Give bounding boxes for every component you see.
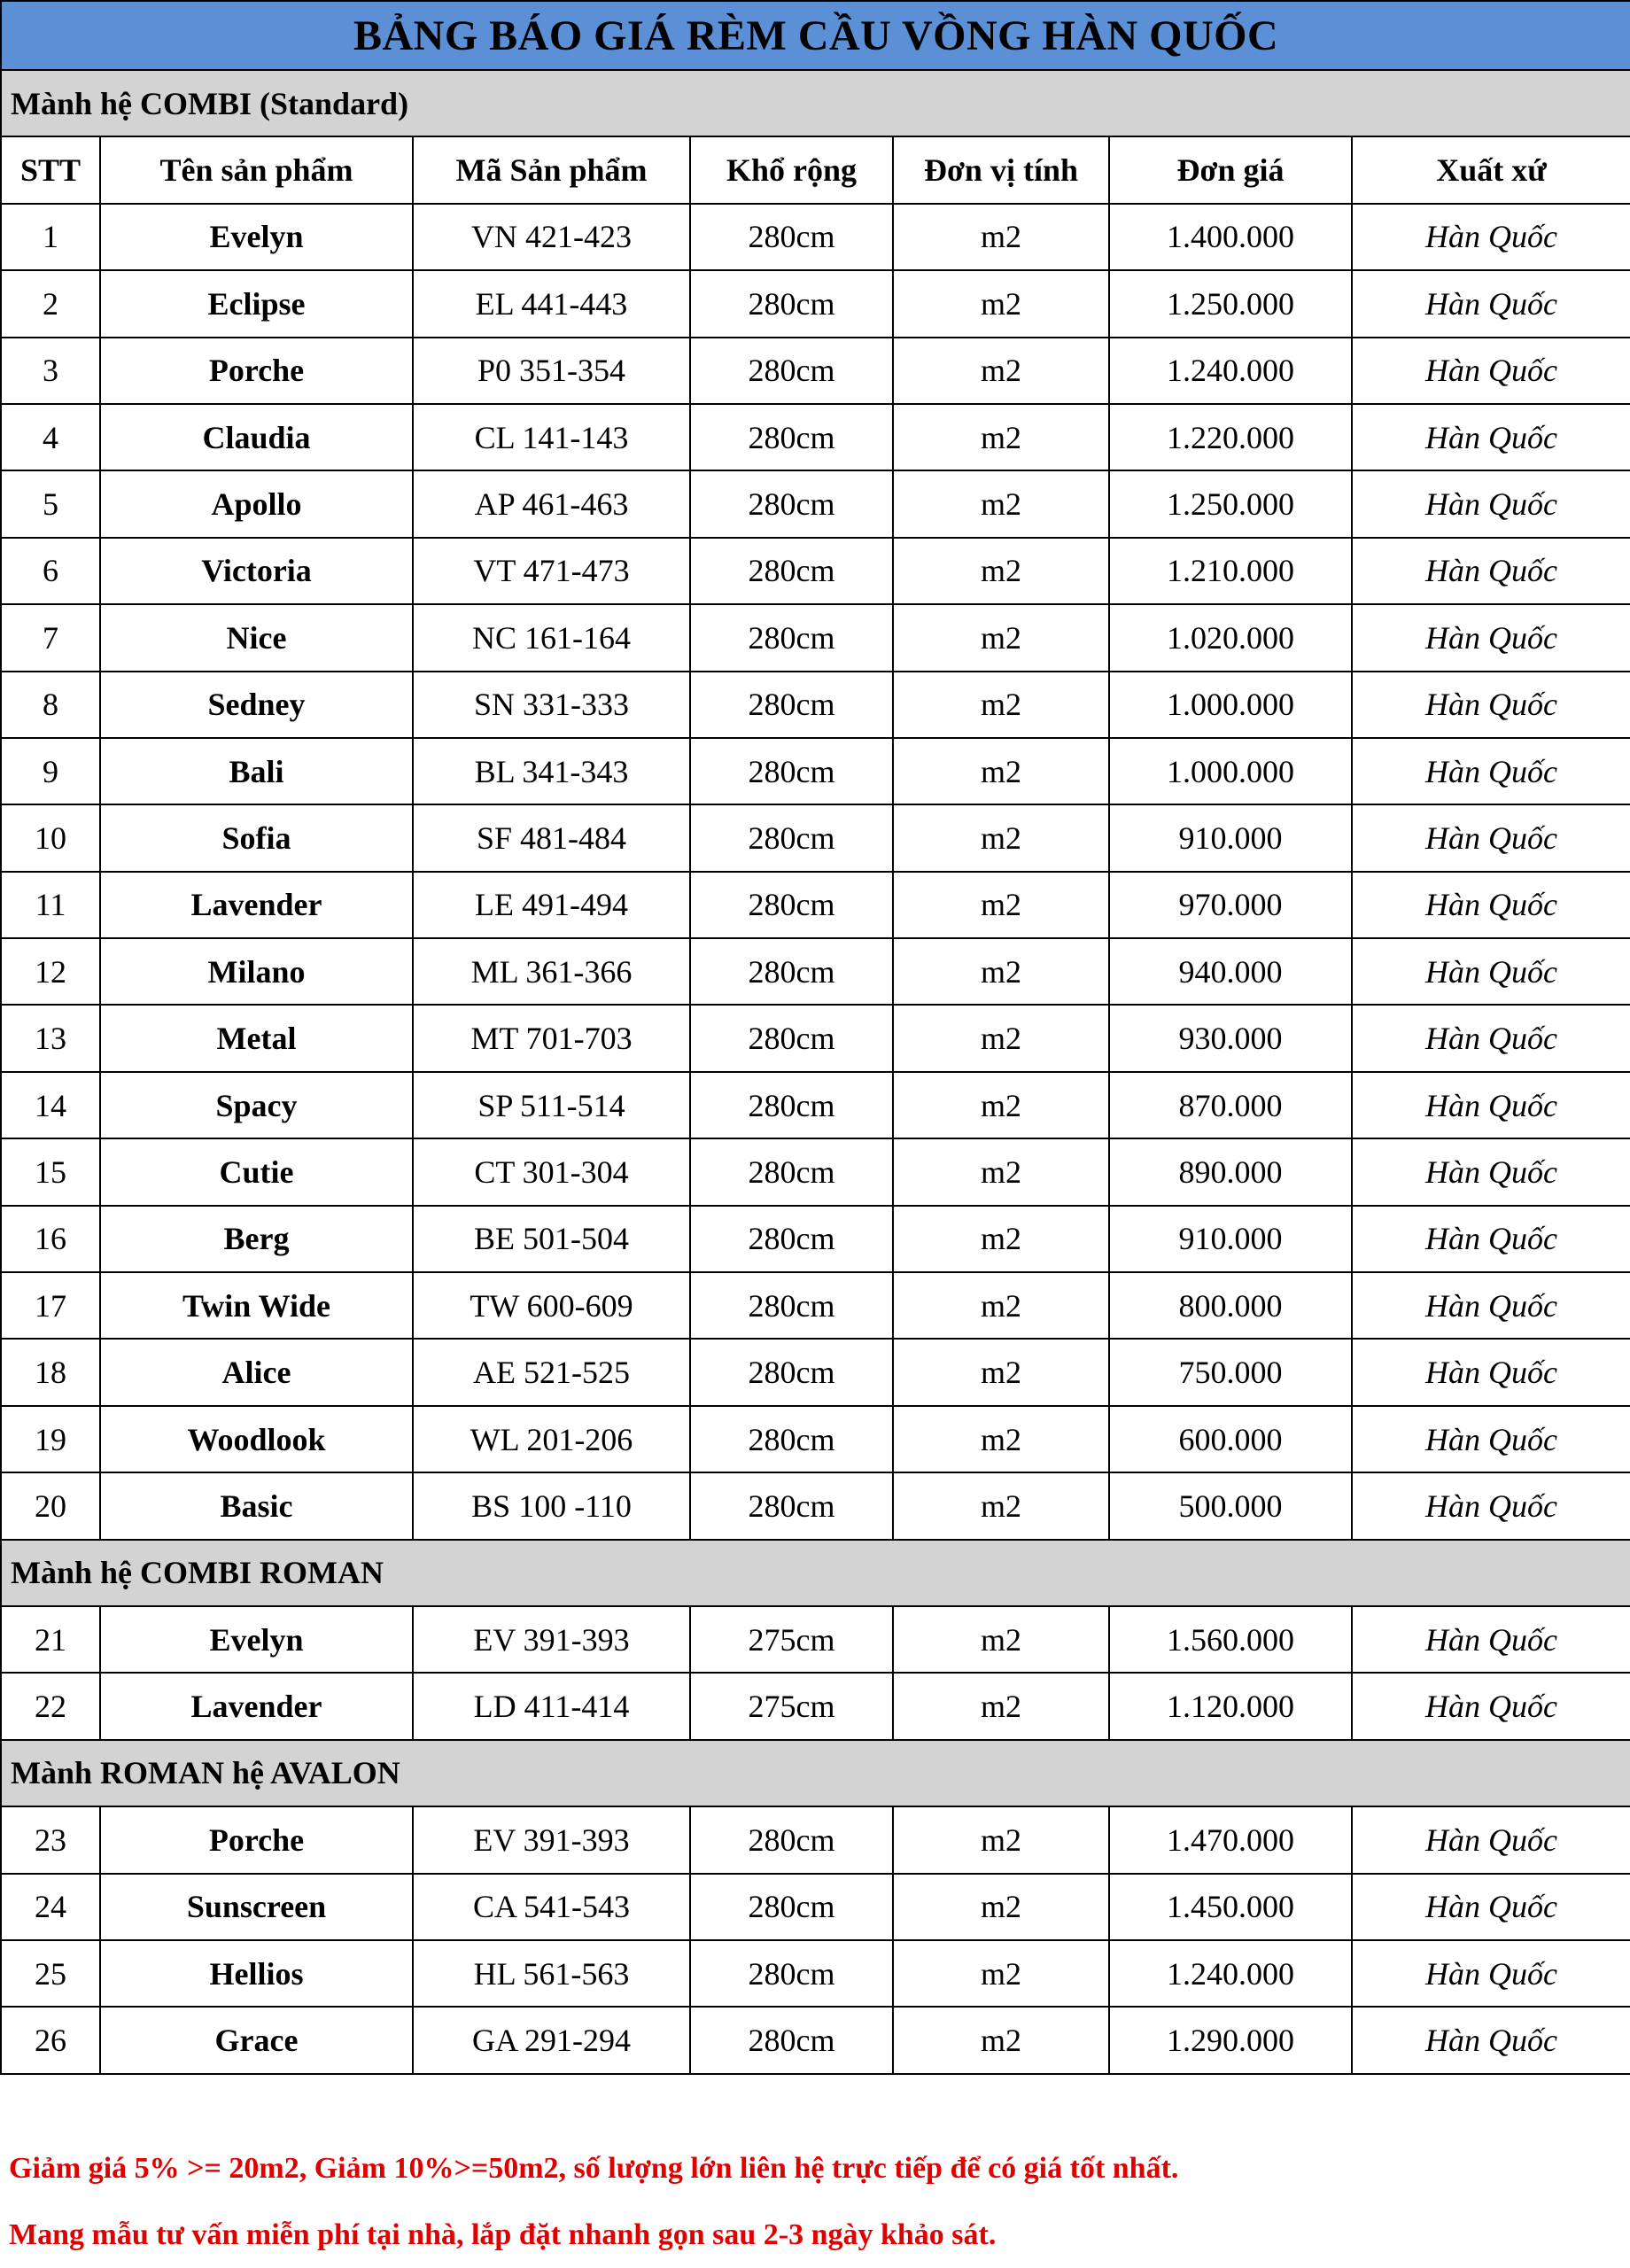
product-name-cell: Evelyn <box>100 1606 413 1673</box>
unit-cell: m2 <box>893 804 1109 871</box>
table-row <box>1 1005 1630 1071</box>
unit-cell: m2 <box>893 470 1109 537</box>
column-header: Xuất xứ <box>1352 136 1630 203</box>
width-cell: 280cm <box>690 470 893 537</box>
unit-cell: m2 <box>893 738 1109 804</box>
product-name-cell: Porche <box>100 338 413 404</box>
product-name-cell: Grace <box>100 2007 413 2073</box>
section-title: Mành ROMAN hệ AVALON <box>1 1740 1630 1806</box>
origin-cell: Hàn Quốc <box>1352 404 1630 470</box>
product-name-cell: Hellios <box>100 1940 413 2007</box>
product-name-cell: Metal <box>100 1005 413 1071</box>
table-row <box>1 1472 1630 1539</box>
product-name-cell: Basic <box>100 1472 413 1539</box>
table-row <box>1 338 1630 404</box>
width-cell: 280cm <box>690 1472 893 1539</box>
stt-cell: 8 <box>1 672 100 738</box>
table-row <box>1 1272 1630 1339</box>
price-cell: 750.000 <box>1109 1339 1352 1405</box>
product-code-cell: TW 600-609 <box>413 1272 690 1339</box>
product-code-cell: EL 441-443 <box>413 270 690 337</box>
unit-cell: m2 <box>893 404 1109 470</box>
stt-cell: 19 <box>1 1406 100 1472</box>
width-cell: 280cm <box>690 804 893 871</box>
origin-cell: Hàn Quốc <box>1352 1272 1630 1339</box>
price-cell: 1.250.000 <box>1109 470 1352 537</box>
width-cell: 280cm <box>690 1406 893 1472</box>
price-cell: 1.240.000 <box>1109 338 1352 404</box>
product-name-cell: Porche <box>100 1806 413 1873</box>
unit-cell: m2 <box>893 1472 1109 1539</box>
price-cell: 1.250.000 <box>1109 270 1352 337</box>
column-header-row <box>1 136 1630 203</box>
column-header: Đơn giá <box>1109 136 1352 203</box>
width-cell: 280cm <box>690 1206 893 1272</box>
price-cell: 1.020.000 <box>1109 604 1352 671</box>
origin-cell: Hàn Quốc <box>1352 204 1630 270</box>
product-name-cell: Evelyn <box>100 204 413 270</box>
column-header: Tên sản phẩm <box>100 136 413 203</box>
stt-cell: 4 <box>1 404 100 470</box>
stt-cell: 16 <box>1 1206 100 1272</box>
width-cell: 280cm <box>690 270 893 337</box>
width-cell: 275cm <box>690 1673 893 1739</box>
product-code-cell: MT 701-703 <box>413 1005 690 1071</box>
unit-cell: m2 <box>893 1138 1109 1205</box>
product-code-cell: P0 351-354 <box>413 338 690 404</box>
price-cell: 930.000 <box>1109 1005 1352 1071</box>
origin-cell: Hàn Quốc <box>1352 938 1630 1005</box>
product-code-cell: LE 491-494 <box>413 872 690 938</box>
price-cell: 890.000 <box>1109 1138 1352 1205</box>
table-row <box>1 604 1630 671</box>
unit-cell: m2 <box>893 938 1109 1005</box>
origin-cell: Hàn Quốc <box>1352 1606 1630 1673</box>
product-code-cell: AE 521-525 <box>413 1339 690 1405</box>
width-cell: 280cm <box>690 204 893 270</box>
price-cell: 1.000.000 <box>1109 738 1352 804</box>
origin-cell: Hàn Quốc <box>1352 1806 1630 1873</box>
width-cell: 280cm <box>690 1005 893 1071</box>
price-cell: 1.240.000 <box>1109 1940 1352 2007</box>
price-cell: 970.000 <box>1109 872 1352 938</box>
stt-cell: 7 <box>1 604 100 671</box>
product-name-cell: Berg <box>100 1206 413 1272</box>
origin-cell: Hàn Quốc <box>1352 1005 1630 1071</box>
width-cell: 280cm <box>690 404 893 470</box>
price-cell: 1.400.000 <box>1109 204 1352 270</box>
stt-cell: 25 <box>1 1940 100 2007</box>
section-header-row <box>1 1540 1630 1606</box>
width-cell: 280cm <box>690 938 893 1005</box>
unit-cell: m2 <box>893 204 1109 270</box>
table-row <box>1 1606 1630 1673</box>
width-cell: 280cm <box>690 338 893 404</box>
price-cell: 800.000 <box>1109 1272 1352 1339</box>
stt-cell: 26 <box>1 2007 100 2073</box>
origin-cell: Hàn Quốc <box>1352 470 1630 537</box>
product-name-cell: Eclipse <box>100 270 413 337</box>
product-code-cell: SP 511-514 <box>413 1072 690 1138</box>
origin-cell: Hàn Quốc <box>1352 1339 1630 1405</box>
product-code-cell: ML 361-366 <box>413 938 690 1005</box>
table-row <box>1 470 1630 537</box>
price-cell: 1.450.000 <box>1109 1874 1352 1940</box>
unit-cell: m2 <box>893 1406 1109 1472</box>
unit-cell: m2 <box>893 1272 1109 1339</box>
table-row <box>1 1406 1630 1472</box>
width-cell: 280cm <box>690 1272 893 1339</box>
width-cell: 280cm <box>690 1138 893 1205</box>
product-code-cell: VN 421-423 <box>413 204 690 270</box>
stt-cell: 23 <box>1 1806 100 1873</box>
table-row <box>1 1072 1630 1138</box>
unit-cell: m2 <box>893 1005 1109 1071</box>
unit-cell: m2 <box>893 538 1109 604</box>
product-code-cell: HL 561-563 <box>413 1940 690 2007</box>
origin-cell: Hàn Quốc <box>1352 1874 1630 1940</box>
column-header: Mã Sản phẩm <box>413 136 690 203</box>
product-code-cell: EV 391-393 <box>413 1606 690 1673</box>
product-name-cell: Nice <box>100 604 413 671</box>
price-cell: 1.560.000 <box>1109 1606 1352 1673</box>
product-name-cell: Woodlook <box>100 1406 413 1472</box>
width-cell: 280cm <box>690 604 893 671</box>
product-code-cell: WL 201-206 <box>413 1406 690 1472</box>
stt-cell: 6 <box>1 538 100 604</box>
stt-cell: 24 <box>1 1874 100 1940</box>
price-cell: 1.210.000 <box>1109 538 1352 604</box>
product-code-cell: VT 471-473 <box>413 538 690 604</box>
unit-cell: m2 <box>893 1606 1109 1673</box>
column-header: STT <box>1 136 100 203</box>
product-name-cell: Cutie <box>100 1138 413 1205</box>
origin-cell: Hàn Quốc <box>1352 1940 1630 2007</box>
origin-cell: Hàn Quốc <box>1352 1673 1630 1739</box>
stt-cell: 22 <box>1 1673 100 1739</box>
stt-cell: 20 <box>1 1472 100 1539</box>
price-cell: 910.000 <box>1109 804 1352 871</box>
width-cell: 280cm <box>690 538 893 604</box>
width-cell: 280cm <box>690 1806 893 1873</box>
width-cell: 280cm <box>690 1940 893 2007</box>
width-cell: 280cm <box>690 872 893 938</box>
product-name-cell: Sofia <box>100 804 413 871</box>
product-name-cell: Bali <box>100 738 413 804</box>
price-cell: 870.000 <box>1109 1072 1352 1138</box>
unit-cell: m2 <box>893 1874 1109 1940</box>
width-cell: 280cm <box>690 2007 893 2073</box>
product-code-cell: EV 391-393 <box>413 1806 690 1873</box>
unit-cell: m2 <box>893 604 1109 671</box>
unit-cell: m2 <box>893 672 1109 738</box>
origin-cell: Hàn Quốc <box>1352 672 1630 738</box>
table-row <box>1 1673 1630 1739</box>
stt-cell: 15 <box>1 1138 100 1205</box>
table-row <box>1 1138 1630 1205</box>
origin-cell: Hàn Quốc <box>1352 1138 1630 1205</box>
product-name-cell: Lavender <box>100 872 413 938</box>
section-title: Mành hệ COMBI (Standard) <box>1 70 1630 136</box>
unit-cell: m2 <box>893 1339 1109 1405</box>
table-row <box>1 1339 1630 1405</box>
price-cell: 1.120.000 <box>1109 1673 1352 1739</box>
origin-cell: Hàn Quốc <box>1352 1072 1630 1138</box>
column-header: Khổ rộng <box>690 136 893 203</box>
product-name-cell: Apollo <box>100 470 413 537</box>
stt-cell: 2 <box>1 270 100 337</box>
stt-cell: 18 <box>1 1339 100 1405</box>
product-code-cell: CT 301-304 <box>413 1138 690 1205</box>
stt-cell: 3 <box>1 338 100 404</box>
product-name-cell: Spacy <box>100 1072 413 1138</box>
product-name-cell: Sunscreen <box>100 1874 413 1940</box>
title-row <box>1 1 1630 70</box>
table-row <box>1 204 1630 270</box>
product-code-cell: SF 481-484 <box>413 804 690 871</box>
unit-cell: m2 <box>893 2007 1109 2073</box>
notes <box>9 2135 1621 2268</box>
price-cell: 500.000 <box>1109 1472 1352 1539</box>
origin-cell: Hàn Quốc <box>1352 2007 1630 2073</box>
origin-cell: Hàn Quốc <box>1352 270 1630 337</box>
note-consultation: Mang mẫu tư vấn miễn phí tại nhà, lắp đặt nhanh gọn sau 2-3 ngày khảo sát. <box>9 2218 997 2251</box>
note-discount: Giảm giá 5% >= 20m2, Giảm 10%>=50m2, số lượng lớn liên hệ trực tiếp để có giá tốt nhất. <box>9 2152 1179 2185</box>
section-header-row <box>1 70 1630 136</box>
table-row <box>1 538 1630 604</box>
stt-cell: 5 <box>1 470 100 537</box>
stt-cell: 14 <box>1 1072 100 1138</box>
product-code-cell: SN 331-333 <box>413 672 690 738</box>
page-title: BẢNG BÁO GIÁ RÈM CẦU VỒNG HÀN QUỐC <box>1 1 1630 70</box>
product-name-cell: Victoria <box>100 538 413 604</box>
unit-cell: m2 <box>893 1206 1109 1272</box>
width-cell: 280cm <box>690 1874 893 1940</box>
unit-cell: m2 <box>893 338 1109 404</box>
table-row <box>1 804 1630 871</box>
product-code-cell: GA 291-294 <box>413 2007 690 2073</box>
table-row <box>1 672 1630 738</box>
origin-cell: Hàn Quốc <box>1352 1406 1630 1472</box>
stt-cell: 21 <box>1 1606 100 1673</box>
price-cell: 910.000 <box>1109 1206 1352 1272</box>
stt-cell: 12 <box>1 938 100 1005</box>
stt-cell: 10 <box>1 804 100 871</box>
table-row <box>1 404 1630 470</box>
origin-cell: Hàn Quốc <box>1352 538 1630 604</box>
price-cell: 1.220.000 <box>1109 404 1352 470</box>
product-code-cell: BS 100 -110 <box>413 1472 690 1539</box>
column-header: Đơn vị tính <box>893 136 1109 203</box>
table-row <box>1 938 1630 1005</box>
width-cell: 280cm <box>690 1072 893 1138</box>
origin-cell: Hàn Quốc <box>1352 804 1630 871</box>
origin-cell: Hàn Quốc <box>1352 604 1630 671</box>
price-cell: 1.470.000 <box>1109 1806 1352 1873</box>
unit-cell: m2 <box>893 1806 1109 1873</box>
width-cell: 280cm <box>690 738 893 804</box>
table-row <box>1 738 1630 804</box>
product-name-cell: Sedney <box>100 672 413 738</box>
table-row <box>1 270 1630 337</box>
table-row <box>1 872 1630 938</box>
section-header-row <box>1 1740 1630 1806</box>
product-name-cell: Twin Wide <box>100 1272 413 1339</box>
product-code-cell: CL 141-143 <box>413 404 690 470</box>
unit-cell: m2 <box>893 1940 1109 2007</box>
table-row <box>1 1206 1630 1272</box>
section-title: Mành hệ COMBI ROMAN <box>1 1540 1630 1606</box>
price-cell: 1.290.000 <box>1109 2007 1352 2073</box>
origin-cell: Hàn Quốc <box>1352 338 1630 404</box>
product-code-cell: LD 411-414 <box>413 1673 690 1739</box>
origin-cell: Hàn Quốc <box>1352 1206 1630 1272</box>
width-cell: 275cm <box>690 1606 893 1673</box>
price-cell: 600.000 <box>1109 1406 1352 1472</box>
product-name-cell: Lavender <box>100 1673 413 1739</box>
price-cell: 1.000.000 <box>1109 672 1352 738</box>
product-code-cell: CA 541-543 <box>413 1874 690 1940</box>
unit-cell: m2 <box>893 1072 1109 1138</box>
origin-cell: Hàn Quốc <box>1352 872 1630 938</box>
stt-cell: 11 <box>1 872 100 938</box>
stt-cell: 9 <box>1 738 100 804</box>
unit-cell: m2 <box>893 1673 1109 1739</box>
stt-cell: 1 <box>1 204 100 270</box>
product-code-cell: BL 341-343 <box>413 738 690 804</box>
width-cell: 280cm <box>690 1339 893 1405</box>
product-code-cell: AP 461-463 <box>413 470 690 537</box>
table-row <box>1 2007 1630 2073</box>
unit-cell: m2 <box>893 270 1109 337</box>
table-row <box>1 1940 1630 2007</box>
origin-cell: Hàn Quốc <box>1352 1472 1630 1539</box>
product-code-cell: NC 161-164 <box>413 604 690 671</box>
product-code-cell: BE 501-504 <box>413 1206 690 1272</box>
stt-cell: 13 <box>1 1005 100 1071</box>
width-cell: 280cm <box>690 672 893 738</box>
product-name-cell: Alice <box>100 1339 413 1405</box>
price-cell: 940.000 <box>1109 938 1352 1005</box>
product-name-cell: Claudia <box>100 404 413 470</box>
unit-cell: m2 <box>893 872 1109 938</box>
origin-cell: Hàn Quốc <box>1352 738 1630 804</box>
table-row <box>1 1806 1630 1873</box>
product-name-cell: Milano <box>100 938 413 1005</box>
table-row <box>1 1874 1630 1940</box>
stt-cell: 17 <box>1 1272 100 1339</box>
